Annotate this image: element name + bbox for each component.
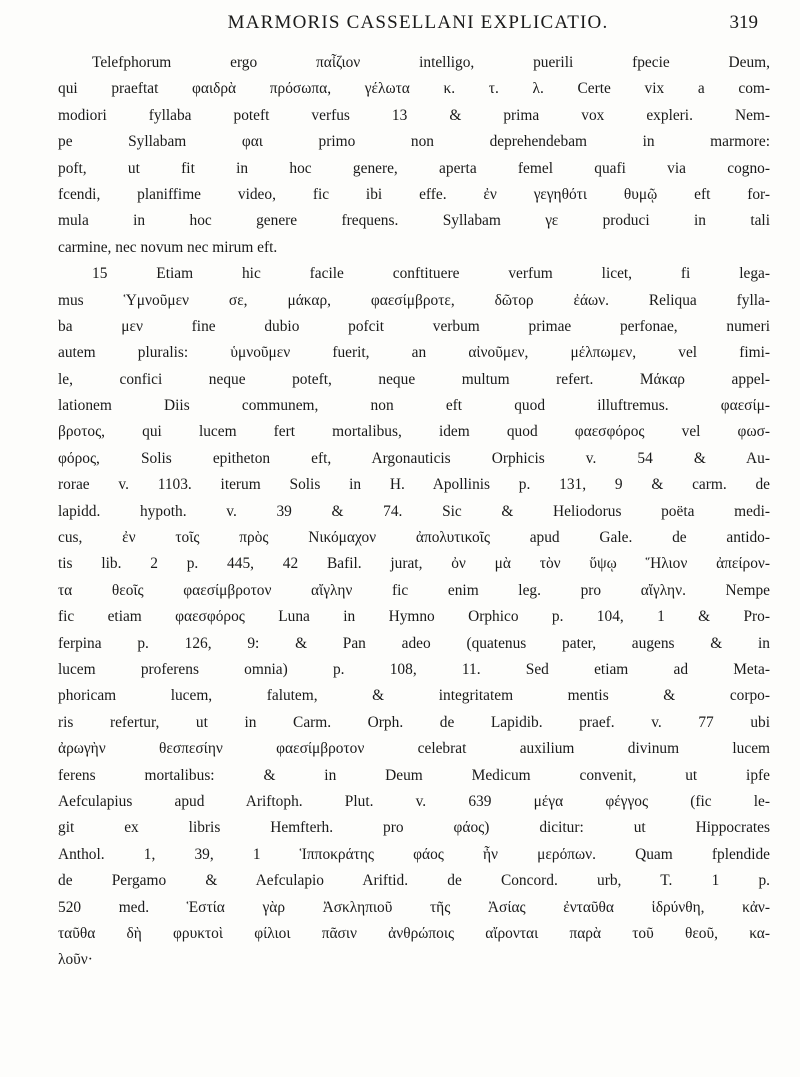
page-header	[118, 8, 758, 44]
text-line: autem pluralis: ὑμνοῦμεν fuerit, an αἰνοῦμεν, μέλπωμεν, vel fimi-	[58, 344, 770, 362]
body-text	[58, 50, 770, 974]
text-line: fcendi, planiffime video, fic ibi effe. ἐν γεγηθότι θυμῷ eft for-	[58, 185, 770, 203]
text-line: fic etiam φαεσφόρος Luna in Hymno Orphico p. 104, 1 & Pro-	[58, 608, 770, 626]
text-line: rorae v. 1103. iterum Solis in H. Apollinis p. 131, 9 & carm. de	[58, 476, 770, 494]
text-line: ba μεν fine dubio pofcit verbum primae perfonae, numeri	[58, 317, 770, 335]
text-line: poft, ut fit in hoc genere, aperta femel quafi via cogno-	[58, 159, 770, 177]
text-line: ris refertur, ut in Carm. Orph. de Lapidib. praef. v. 77 ubi	[58, 713, 770, 731]
text-line: Anthol. 1, 39, 1 Ἱπποκράτης φάος ἦν μερόπων. Quam fplendide	[58, 845, 770, 863]
text-line: git ex libris Hemfterh. pro φάος) dicitur: ut Hippocrates	[58, 819, 770, 837]
text-line: 520 med. Ἑστία γὰρ Ἀσκληπιοῦ τῆς Ἀσίας ἐνταῦθα ἱδρύνθη, κἀν-	[58, 898, 770, 916]
text-line: qui praeftat φαιδρὰ πρόσωπα, γέλωτα κ. τ. λ. Certe vix a com-	[58, 80, 770, 98]
text-line: ferens mortalibus: & in Deum Medicum convenit, ut ipfe	[58, 766, 770, 784]
text-line: modiori fyllaba poteft verfus 13 & prima vox expleri. Nem-	[58, 106, 770, 124]
page-number: 319	[729, 12, 758, 33]
text-line: phoricam lucem, falutem, & integritatem mentis & corpo-	[58, 687, 770, 705]
text-line: 15 Etiam hic facile conftituere verfum licet, fi lega-	[92, 265, 770, 283]
text-line: lapidd. hypoth. v. 39 & 74. Sic & Heliodorus poëta medi-	[58, 502, 770, 520]
text-line: lationem Diis communem, non eft quod illuftremus. φαεσίμ-	[58, 397, 770, 415]
text-line: ferpina p. 126, 9: & Pan adeo (quatenus pater, augens & in	[58, 634, 770, 652]
text-line: λοῦν·	[58, 951, 93, 969]
running-title: MARMORIS CASSELLANI EXPLICATIO.	[227, 12, 609, 33]
text-line: ταῦθα δὴ φρυκτοὶ φίλιοι πᾶσιν ἀνθρώποις αἴρονται παρὰ τοῦ θεοῦ, κα-	[58, 924, 770, 942]
text-line: βροτος, qui lucem fert mortalibus, idem quod φαεσφόρος vel φωσ-	[58, 423, 770, 441]
text-line: le, confici neque poteft, neque multum refert. Μάκαρ appel-	[58, 370, 770, 388]
text-line: Telefphorum ergo παἶζιον intelligo, puerili fpecie Deum,	[92, 54, 770, 71]
text-line: mus Ὑμνοῦμεν σε, μάκαρ, φαεσίμβροτε, δῶτορ ἐάων. Reliqua fylla-	[58, 291, 770, 309]
text-line: carmine, nec novum nec mirum eft.	[58, 238, 278, 256]
text-line: φόρος, Solis epitheton eft, Argonauticis Orphicis v. 54 & Au-	[58, 449, 770, 467]
text-line: ἀρωγὴν θεσπεσίην φαεσίμβροτον celebrat auxilium divinum lucem	[58, 740, 770, 758]
text-line: mula in hoc genere frequens. Syllabam γε produci in tali	[58, 212, 770, 230]
text-line: de Pergamo & Aefculapio Ariftid. de Concord. urb, T. 1 p.	[58, 872, 770, 890]
text-line: τα θεοῖς φαεσίμβροτον αἴγλην fic enim leg. pro αἴγλην. Nempe	[58, 581, 770, 599]
text-line: pe Syllabam φαι primo non deprehendebam in marmore:	[58, 133, 770, 151]
text-line: lucem proferens omnia) p. 108, 11. Sed etiam ad Meta-	[58, 660, 770, 678]
text-line: Aefculapius apud Ariftoph. Plut. v. 639 μέγα φέγγος (fic le-	[58, 792, 770, 810]
text-line: tis lib. 2 p. 445, 42 Bafil. jurat, ὀν μὰ τὸν ὕψῳ Ἥλιον ἀπείρον-	[58, 555, 770, 573]
text-line: cus, ἐν τοῖς πρὸς Νικόμαχον ἀπολυτικοῖς apud Gale. de antido-	[58, 529, 770, 547]
